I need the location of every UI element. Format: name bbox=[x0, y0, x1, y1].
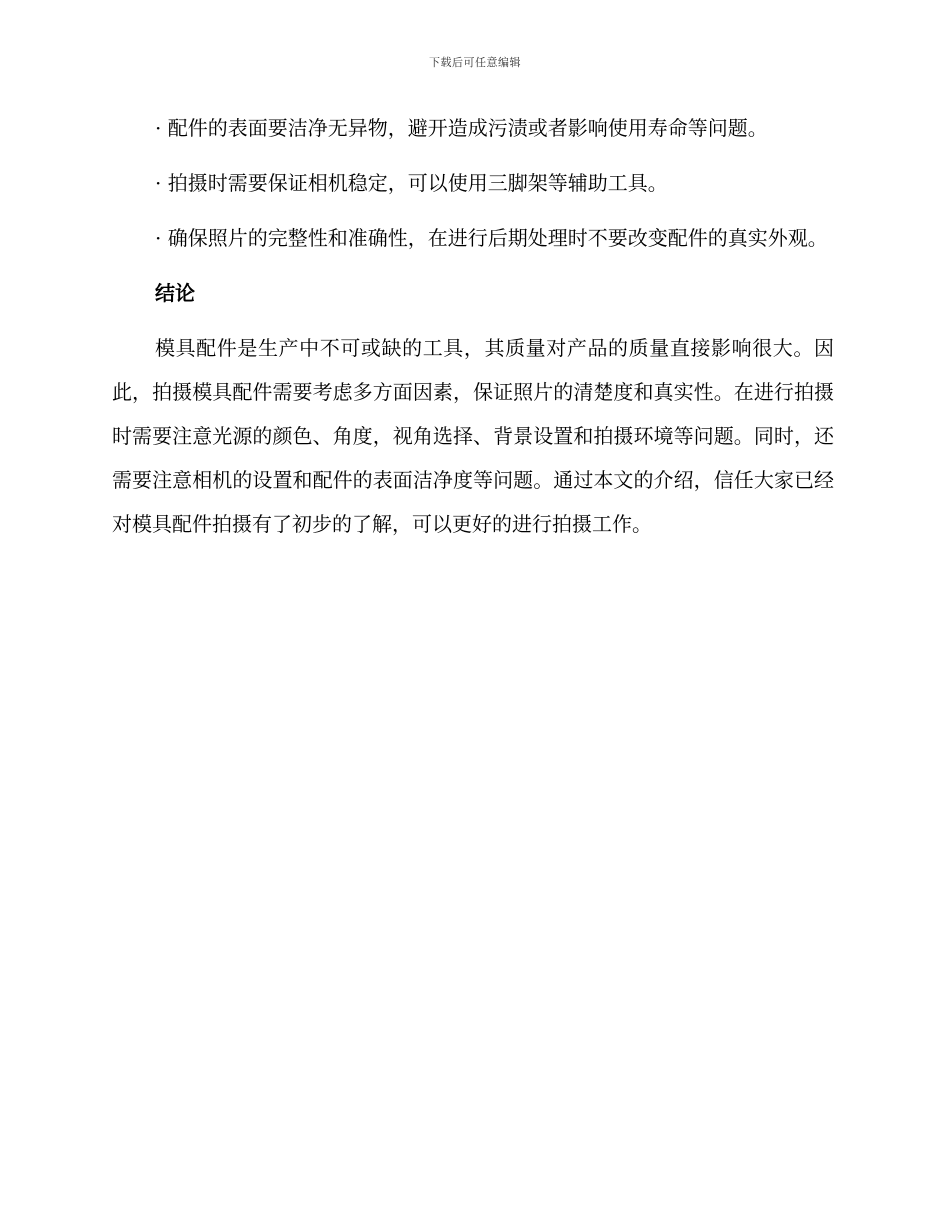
page-content bbox=[112, 106, 834, 557]
page-header: 下载后可任意编辑 bbox=[429, 56, 521, 69]
conclusion-paragraph: 模具配件是生产中不可或缺的工具，其质量对产品的质量直接影响很大。因此，拍摄模具配件需要考虑多方面因素，保证照片的清楚度和真实性。在进行拍摄时需要注意光源的颜色、角度，视角选择、背景设置和拍摄环境等问题。同时，还需要注意相机的设置和配件的表面洁净度等问题。通过本文的介绍，信任大家已经对模具配件拍摄有了初步的了解，可以更好的进行拍摄工作。 bbox=[112, 336, 834, 536]
bullet-paragraph-2: · 拍摄时需要保证相机稳定，可以使用三脚架等辅助工具。 bbox=[155, 171, 668, 195]
bullet-paragraph-3: · 确保照片的完整性和准确性，在进行后期处理时不要改变配件的真实外观。 bbox=[155, 226, 828, 250]
bullet-paragraph-1: · 配件的表面要洁净无异物，避开造成污渍或者影响使用寿命等问题。 bbox=[155, 116, 768, 140]
section-heading-conclusion: 结论 bbox=[155, 281, 195, 305]
